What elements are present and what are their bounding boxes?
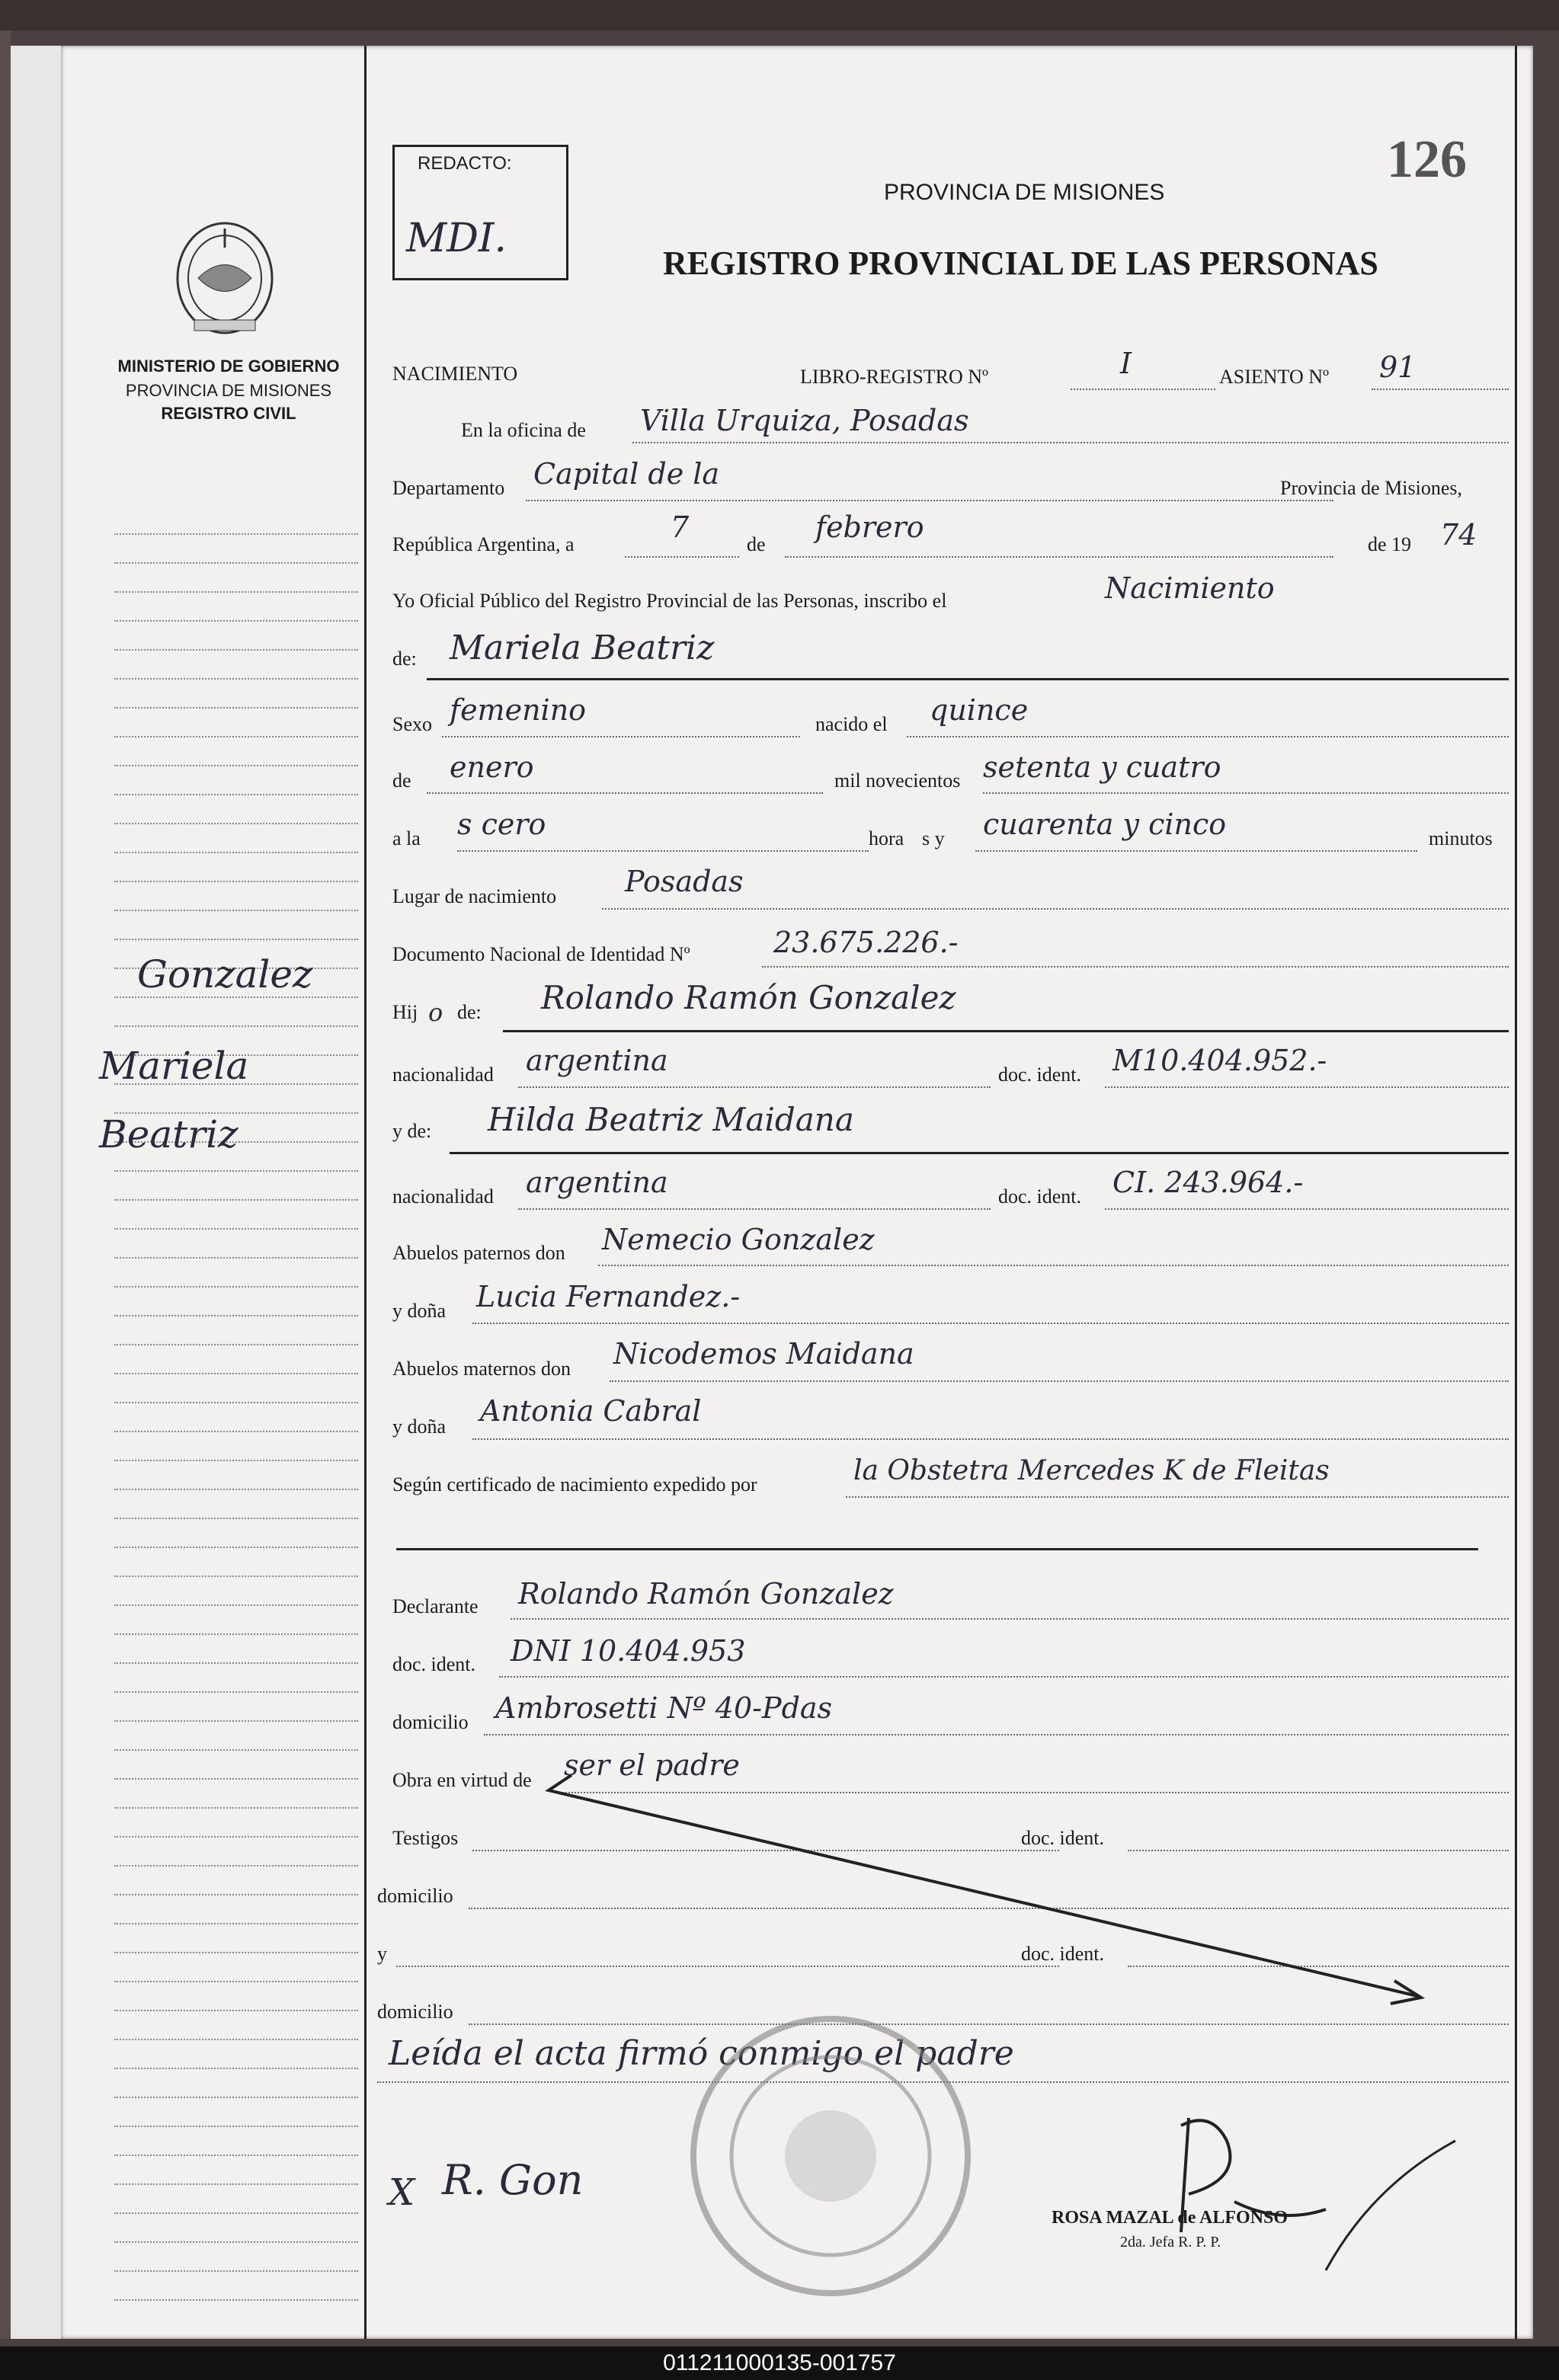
margin-ruled-line (114, 2126, 358, 2127)
redacto-box (392, 145, 568, 280)
margin-note-line-3: Beatriz (99, 1112, 238, 1156)
padre-rule (503, 1030, 1509, 1032)
margin-ruled-line (114, 2241, 358, 2243)
dni-label: Documento Nacional de Identidad Nº (392, 943, 690, 965)
dia-line (625, 556, 739, 558)
footer-id: 011211000135-001757 (0, 2346, 1559, 2380)
margin-ruled-line (114, 1373, 358, 1374)
margin-ruled-line (114, 852, 358, 853)
margin-ruled-line (114, 1807, 358, 1809)
margin-ruled-line (114, 881, 358, 882)
de-label: de (747, 533, 766, 555)
anio-value: 74 (1440, 518, 1477, 552)
binding-top-edge (0, 0, 1559, 30)
testigo-y-label: y (377, 1943, 387, 1965)
asiento-line (1372, 389, 1509, 390)
alas-label: a la (392, 827, 421, 849)
departamento-label: Departamento (392, 477, 505, 499)
margin-ruled-line (114, 533, 358, 535)
certificado-label: Según certificado de nacimiento expedido por (392, 1473, 757, 1495)
minutos-value: cuarenta y cinco (983, 808, 1227, 841)
dia-value: 7 (671, 510, 690, 544)
madre-nac-line (518, 1208, 991, 1210)
minutos-label: minutos (1429, 827, 1493, 849)
dni-line (762, 966, 1509, 968)
oficial-cargo: 2da. Jefa R. P. P. (1120, 2234, 1221, 2250)
abuela-mat-value: Antonia Cabral (480, 1394, 702, 1428)
abuelo-pat-value: Nemecio Gonzalez (602, 1223, 875, 1256)
margin-ruled-line (114, 1460, 358, 1461)
seal-ministry: MINISTERIO DE GOBIERNO (117, 357, 340, 376)
abuelos-pat-label: Abuelos paternos don (392, 1242, 565, 1264)
registry-title: REGISTRO PROVINCIAL DE LAS PERSONAS (663, 245, 1378, 282)
margin-ruled-line (114, 1923, 358, 1924)
margin-ruled-line (114, 1257, 358, 1259)
margin-ruled-line (114, 1170, 358, 1172)
margin-ruled-line (114, 1981, 358, 1982)
margin-ruled-line (114, 2299, 358, 2301)
asiento-label: ASIENTO Nº (1219, 366, 1330, 388)
margin-ruled-line (114, 649, 358, 651)
madre-nac-value: argentina (526, 1166, 668, 1199)
oficina-label: En la oficina de (461, 419, 586, 441)
seal-province: PROVINCIA DE MISIONES (125, 381, 332, 400)
margin-ruled-line (114, 765, 358, 766)
margin-ruled-line (114, 1691, 358, 1693)
oficial-nombre: ROSA MAZAL de ALFONSO (1052, 2208, 1288, 2228)
margin-ruled-line (114, 1315, 358, 1316)
de-name-label: de: (392, 648, 417, 670)
margin-ruled-line (114, 620, 358, 622)
obra-value: ser el padre (564, 1748, 740, 1782)
decl-doc-label: doc. ident. (392, 1653, 476, 1675)
certificado-rule (396, 1548, 1478, 1550)
madre-label: y de: (392, 1120, 432, 1142)
oficina-line (632, 442, 1509, 443)
nacido-line (907, 736, 1509, 737)
record-type: NACIMIENTO (392, 363, 518, 385)
margin-ruled-line (114, 1836, 358, 1838)
margin-ruled-line (114, 2010, 358, 2011)
declarante-value: Rolando Ramón Gonzalez (518, 1577, 894, 1611)
margin-ruled-line (114, 2270, 358, 2272)
testigo2-doc-label: doc. ident. (1021, 1943, 1105, 1965)
lugar-value: Posadas (625, 865, 744, 898)
margin-ruled-line (114, 736, 358, 737)
margin-ruled-line (114, 1604, 358, 1606)
hora-value: s cero (457, 808, 546, 841)
oficial-value: Nacimiento (1105, 571, 1275, 605)
province-title: PROVINCIA DE MISIONES (884, 180, 1165, 205)
margin-ruled-line (114, 591, 358, 593)
redacto-label: REDACTO: (418, 153, 512, 174)
margin-ruled-line (114, 1952, 358, 1953)
margin-ruled-line (114, 2068, 358, 2069)
decl-doc-value: DNI 10.404.953 (511, 1634, 746, 1668)
anio-label: de 19 (1368, 533, 1412, 555)
margin-ruled-line (114, 707, 358, 709)
declarante-label: Declarante (392, 1595, 479, 1617)
nacido-value: quince (930, 693, 1029, 727)
lugar-line (602, 908, 1509, 910)
margin-ruled-line (114, 939, 358, 940)
registry-page (61, 46, 1533, 2339)
padre-nac-value: argentina (526, 1044, 668, 1077)
page-number: 126 (1387, 130, 1467, 189)
margin-note-line-1: Gonzalez (137, 952, 313, 996)
madre-value: Hilda Beatriz Maidana (488, 1101, 854, 1138)
asiento-value: 91 (1379, 350, 1417, 384)
hijo-label: Hij (392, 1001, 418, 1023)
margin-ruled-line (114, 1547, 358, 1548)
seal-civil: REGISTRO CIVIL (161, 404, 296, 423)
testigos-doc-label: doc. ident. (1021, 1827, 1105, 1849)
margin-ruled-line (114, 562, 358, 564)
hora-label: hora (869, 827, 904, 849)
margin-ruled-line (114, 1286, 358, 1288)
domicilio-label: domicilio (392, 1711, 469, 1733)
margin-ruled-line (114, 1575, 358, 1577)
hora-line (457, 850, 869, 852)
libro-label: LIBRO-REGISTRO Nº (800, 366, 989, 388)
abuela-pat-line (472, 1323, 1509, 1324)
padre-doc-line (1105, 1086, 1509, 1088)
firma-padre: R. Gon (442, 2156, 584, 2204)
padre-doc-value: M10.404.952.- (1112, 1044, 1327, 1077)
madre-doc-value: CI. 243.964.- (1112, 1166, 1304, 1199)
padre-nac-label: nacionalidad (392, 1064, 494, 1086)
abuela-mat-line (472, 1438, 1509, 1440)
margin-ruled-line (114, 1778, 358, 1780)
redacto-value: MDI. (406, 216, 507, 261)
margin-ruled-line (114, 1865, 358, 1867)
abuela-pat-label: y doña (392, 1300, 447, 1322)
oficial-label: Yo Oficial Público del Registro Provincial de las Personas, inscribo el (392, 590, 947, 612)
mil-line (983, 792, 1509, 794)
testigo-domicilio-label: domicilio (377, 1885, 453, 1907)
obra-label: Obra en virtud de (392, 1769, 532, 1791)
departamento-value: Capital de la (533, 457, 720, 491)
declarante-line (511, 1618, 1509, 1620)
margin-ruled-line (114, 1344, 358, 1345)
madre-doc-line (1105, 1208, 1509, 1210)
official-stamp (671, 1996, 991, 2316)
sexo-line (442, 736, 800, 737)
leida-value: Leída el acta firmó conmigo el padre (389, 2034, 1014, 2073)
mes-line (785, 556, 1333, 558)
margin-ruled-line (114, 1662, 358, 1664)
right-border (1515, 46, 1517, 2339)
margin-ruled-line (114, 1025, 358, 1027)
margin-ruled-line (114, 996, 358, 998)
margin-ruled-line (114, 1894, 358, 1895)
margin-ruled-line (114, 1489, 358, 1490)
abuelo-mat-line (610, 1380, 1509, 1382)
margin-ruled-line (114, 1402, 358, 1403)
abuelo-mat-value: Nicodemos Maidana (613, 1337, 914, 1371)
abuelo-pat-line (598, 1265, 1509, 1266)
de-mes-label: de (392, 769, 411, 792)
sexo-label: Sexo (392, 713, 432, 735)
libro-value: I (1120, 347, 1132, 380)
domicilio-line (484, 1734, 1509, 1735)
hijo-o-value: o (428, 998, 443, 1027)
margin-ruled-line (114, 1228, 358, 1230)
margin-ruled-line (114, 823, 358, 824)
margin-ruled-line (114, 2154, 358, 2156)
padre-nac-line (518, 1086, 991, 1088)
republica-label: República Argentina, a (392, 533, 575, 555)
madre-rule (450, 1152, 1509, 1154)
y-label: s y (922, 827, 945, 849)
testigo2-domicilio-label: domicilio (377, 2001, 453, 2023)
margin-ruled-line (114, 1199, 358, 1201)
margin-ruled-line (114, 910, 358, 911)
margin-ruled-line (114, 2183, 358, 2185)
madre-nac-label: nacionalidad (392, 1185, 494, 1208)
certificado-value: la Obstetra Mercedes K de Fleitas (853, 1455, 1330, 1486)
margin-note-line-2: Mariela (99, 1044, 249, 1088)
registry-seal (168, 213, 282, 343)
margin-ruled-line (114, 678, 358, 680)
lugar-label: Lugar de nacimiento (392, 885, 557, 907)
margin-ruled-line (114, 2039, 358, 2040)
margin-ruled-line (114, 1633, 358, 1635)
abuela-pat-value: Lucia Fernandez.- (476, 1280, 741, 1313)
binding-left-edge (0, 30, 11, 2339)
dni-value: 23.675.226.- (773, 926, 959, 959)
margin-ruled-line (114, 1720, 358, 1722)
firma-x: X (389, 2171, 415, 2214)
sexo-value: femenino (450, 693, 587, 727)
provincia-suffix: Provincia de Misiones, (1280, 477, 1463, 499)
padre-value: Rolando Ramón Gonzalez (541, 979, 956, 1016)
certificado-line (846, 1496, 1509, 1498)
oficina-value: Villa Urquiza, Posadas (640, 404, 969, 437)
margin-ruled-line (114, 2097, 358, 2098)
margin-ruled-line (114, 1749, 358, 1751)
departamento-line (526, 500, 1333, 501)
madre-doc-label: doc. ident. (998, 1185, 1082, 1208)
domicilio-value: Ambrosetti Nº 40-Pdas (495, 1691, 833, 1725)
abuela-mat-label: y doña (392, 1416, 447, 1438)
margin-ruled-line (114, 1431, 358, 1432)
coat-of-arms-icon (168, 213, 282, 343)
mes-nac-value: enero (450, 750, 534, 784)
cancel-stroke (503, 1775, 1440, 2019)
margin-divider (364, 46, 367, 2339)
mes-nac-line (427, 792, 823, 794)
name-value: Mariela Beatriz (450, 629, 715, 667)
testigos-label: Testigos (392, 1827, 459, 1849)
margin-ruled-line (114, 1518, 358, 1519)
nacido-label: nacido el (815, 713, 888, 735)
abuelos-mat-label: Abuelos maternos don (392, 1358, 571, 1380)
libro-line (1071, 389, 1215, 390)
padre-doc-label: doc. ident. (998, 1064, 1082, 1086)
margin-ruled-line (114, 2212, 358, 2214)
mil-value: setenta y cuatro (983, 750, 1221, 784)
mes-value: febrero (815, 510, 924, 544)
mil-label: mil novecientos (834, 769, 961, 792)
name-rule (427, 678, 1509, 680)
hijo-de-label: de: (457, 1001, 482, 1023)
margin-ruled-line (114, 794, 358, 795)
minutos-line (975, 850, 1417, 852)
decl-doc-line (499, 1676, 1509, 1678)
